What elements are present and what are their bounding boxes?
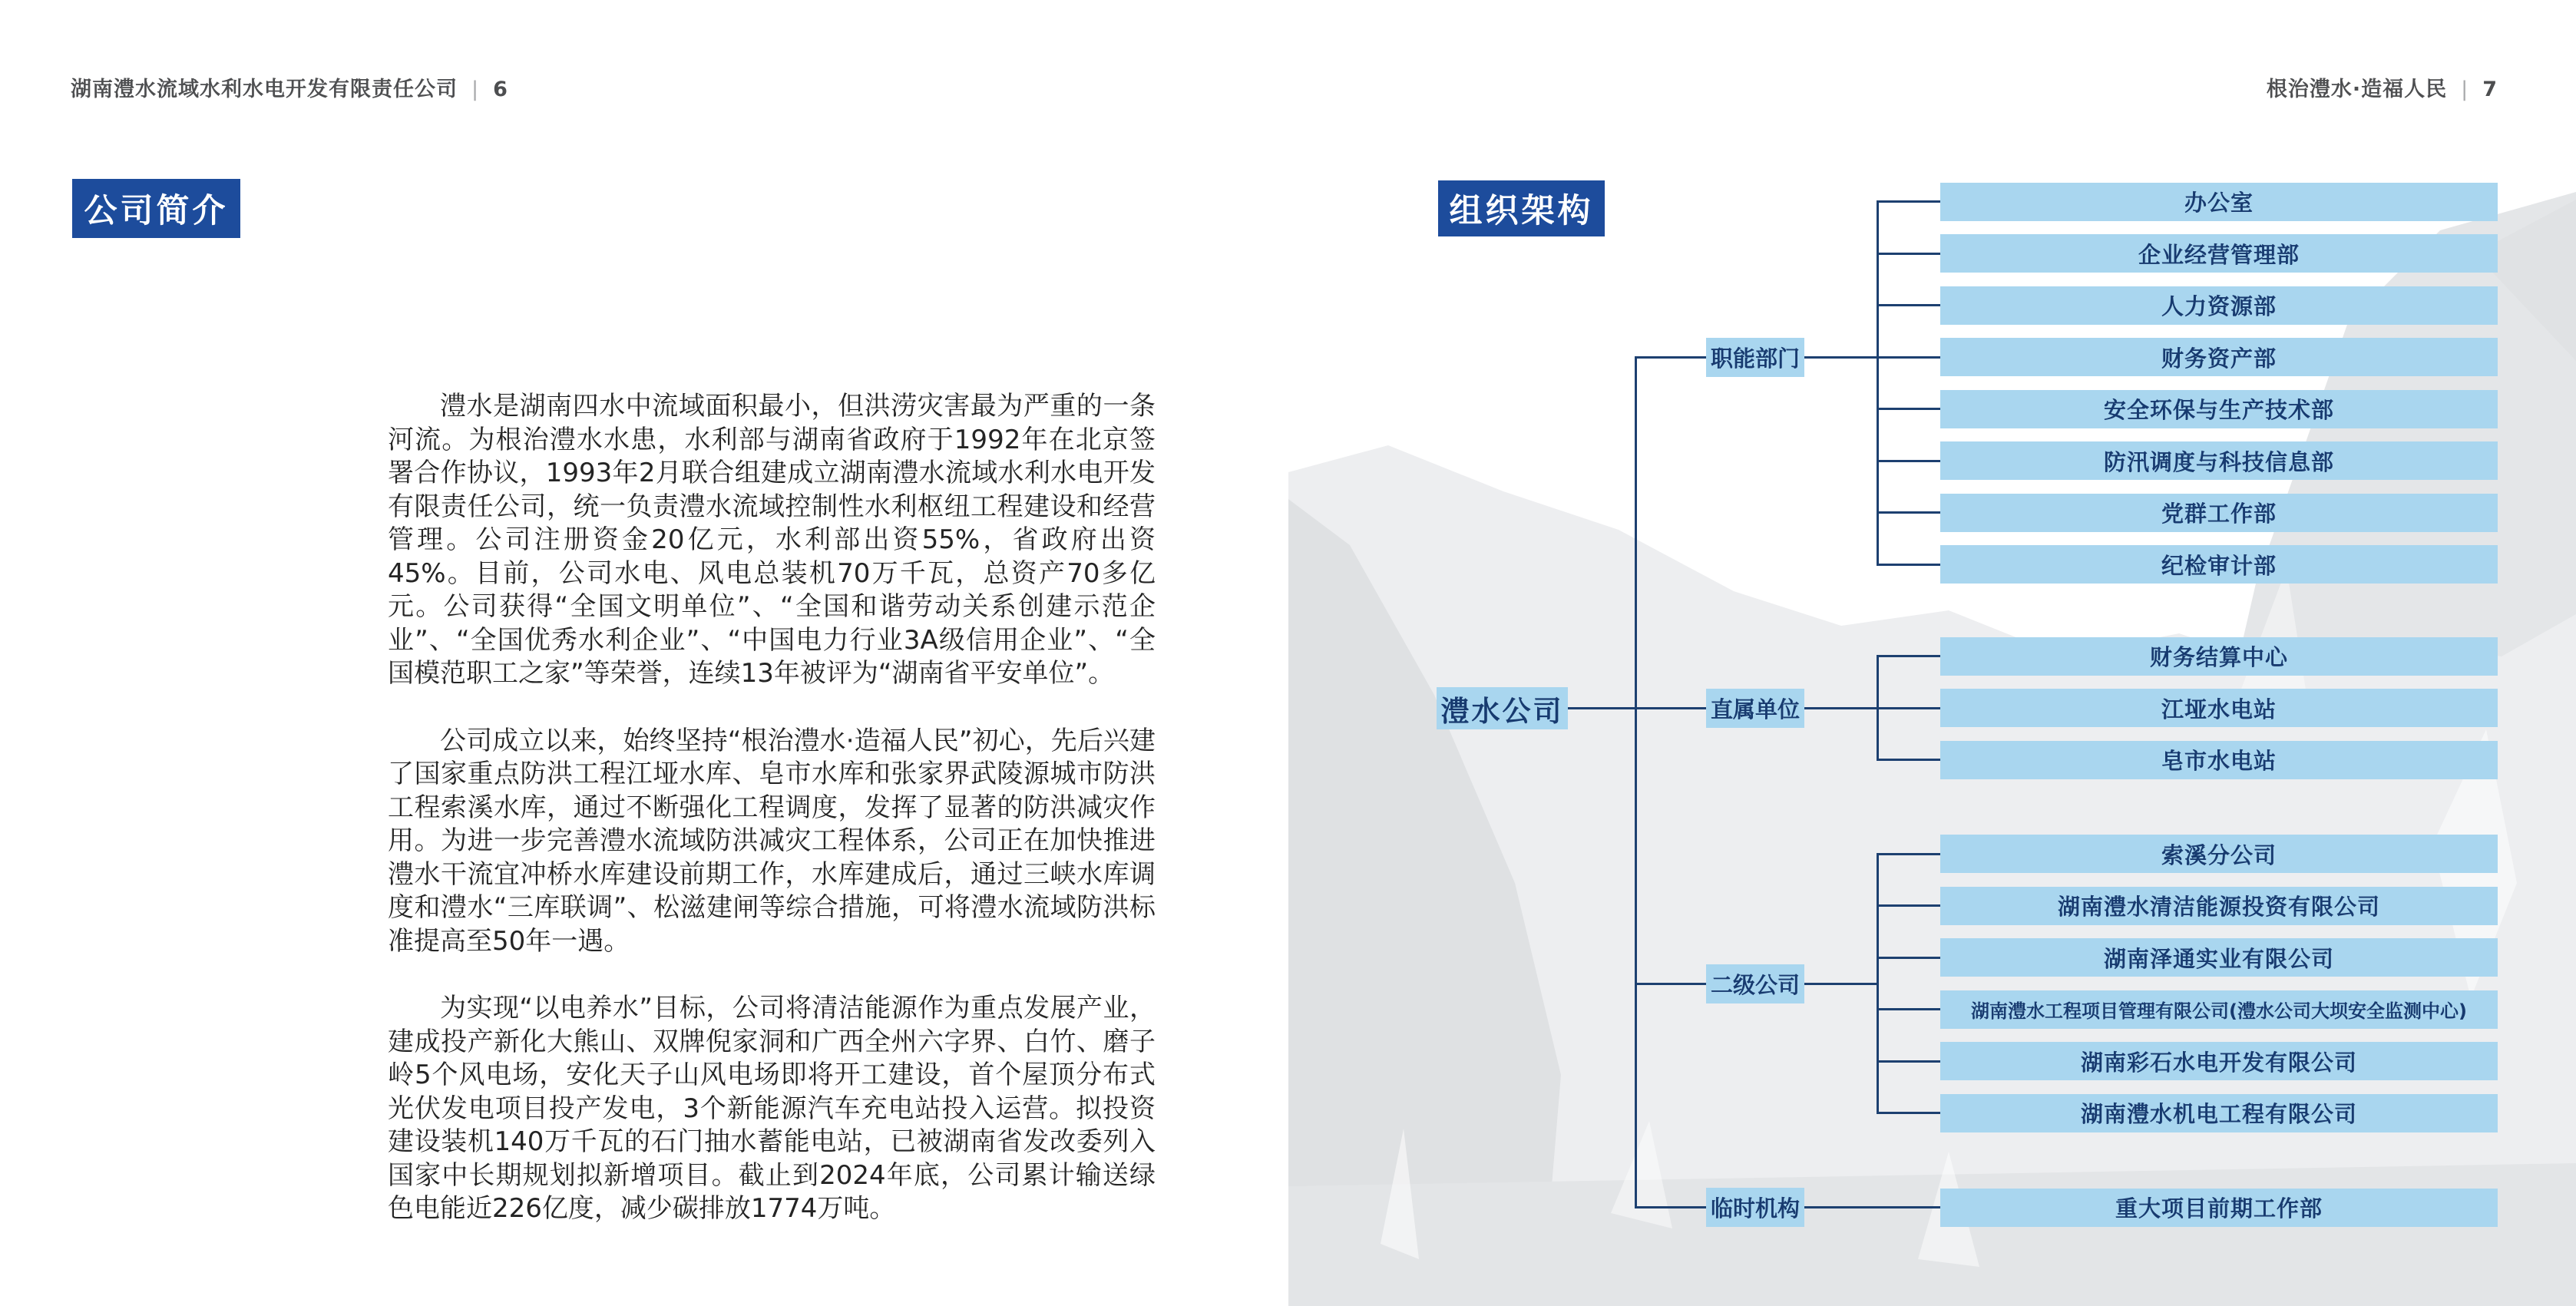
- connector-line: [1635, 1206, 1706, 1208]
- connector-line: [1877, 853, 1879, 1115]
- org-leaf-node: 安全环保与生产技术部: [1940, 390, 2498, 428]
- org-leaf-node: 湖南泽通实业有限公司: [1940, 938, 2498, 977]
- org-leaf-node: 湖南彩石水电开发有限公司: [1940, 1042, 2498, 1080]
- connector-line: [1804, 983, 1877, 985]
- org-leaf-node: 索溪分公司: [1940, 835, 2498, 873]
- connector-line: [1877, 759, 1940, 761]
- connector-line: [1804, 707, 1877, 709]
- connector-line: [1804, 356, 1877, 359]
- org-leaf-node: 财务资产部: [1940, 338, 2498, 376]
- connector-line: [1877, 853, 1940, 855]
- connector-line: [1877, 707, 1940, 709]
- connector-line: [1877, 200, 1940, 203]
- connector-line: [1877, 1060, 1940, 1063]
- org-leaf-node: 党群工作部: [1940, 494, 2498, 532]
- header-separator: |: [2461, 78, 2469, 101]
- company-profile-text: [388, 390, 1156, 1260]
- org-leaf-node: 财务结算中心: [1940, 637, 2498, 676]
- connector-line: [1635, 356, 1637, 1209]
- connector-line: [1877, 655, 1940, 657]
- org-branch-node: 直属单位: [1706, 689, 1804, 728]
- org-leaf-node: 重大项目前期工作部: [1940, 1189, 2498, 1227]
- connector-line: [1877, 253, 1940, 255]
- connector-line: [1877, 304, 1940, 306]
- connector-line: [1877, 511, 1940, 514]
- org-root-node: 澧水公司: [1437, 687, 1568, 729]
- connector-line: [1877, 904, 1940, 907]
- page-header-right: [2267, 72, 2498, 102]
- connector-line: [1804, 1206, 1940, 1208]
- header-separator: |: [471, 78, 480, 101]
- connector-line: [1635, 707, 1706, 709]
- company-name: 湖南澧水流域水利水电开发有限责任公司: [71, 78, 458, 101]
- connector-line: [1877, 564, 1940, 566]
- org-leaf-node: 江垭水电站: [1940, 689, 2498, 727]
- org-branch-node: 职能部门: [1706, 338, 1804, 377]
- slogan: 根治澧水·造福人民: [2266, 78, 2448, 101]
- org-leaf-node: 湖南澧水机电工程有限公司: [1940, 1094, 2498, 1132]
- page-number-left: 6: [493, 78, 508, 101]
- paragraph-2: 公司成立以来，始终坚持“根治澧水·造福人民”初心，先后兴建了国家重点防洪工程江垭水库、皂市水库和张家界武陵源城市防洪工程索溪水库，通过不断强化工程调度，发挥了显著的防洪减灾作用。为进一步完善澧水流域防洪减灾工程体系，公司正在加快推进澧水干流宜冲桥水库建设前期工作，水库建成后，通过三峡水库调度和澧水“三库联调”、松滋建闸等综合措施，可将澧水流域防洪标准提高至50年一遇。: [388, 725, 1156, 957]
- org-leaf-node: 湖南澧水工程项目管理有限公司(澧水公司大坝安全监测中心): [1940, 990, 2498, 1029]
- connector-line: [1877, 460, 1940, 462]
- org-leaf-node: 湖南澧水清洁能源投资有限公司: [1940, 887, 2498, 925]
- connector-line: [1877, 957, 1940, 959]
- page-header-left: [71, 72, 508, 102]
- section-title-org-structure: 组织架构: [1438, 180, 1605, 236]
- section-title-company-profile: 公司简介: [72, 179, 240, 238]
- org-branch-node: 临时机构: [1706, 1188, 1804, 1227]
- org-leaf-node: 办公室: [1940, 183, 2498, 221]
- connector-line: [1877, 408, 1940, 410]
- org-leaf-node: 防汛调度与科技信息部: [1940, 441, 2498, 480]
- org-leaf-node: 人力资源部: [1940, 286, 2498, 325]
- org-leaf-node: 皂市水电站: [1940, 741, 2498, 779]
- org-leaf-node: 纪检审计部: [1940, 545, 2498, 584]
- page-number-right: 7: [2482, 78, 2498, 101]
- paragraph-1: 澧水是湖南四水中流域面积最小，但洪涝灾害最为严重的一条河流。为根治澧水水患，水利部与湖南省政府于1992年在北京签署合作协议，1993年2月联合组建成立湖南澧水流域水利水电开发有限责任公司，统一负责澧水流域控制性水利枢纽工程建设和经营管理。公司注册资金20亿元，水利部出资55%，省政府出资45%。目前，公司水电、风电总装机70万千瓦，总资产70多亿元。公司获得“全国文明单位”、“全国和谐劳动关系创建示范企业”、“全国优秀水利企业”、“中国电力行业3A级信用企业”、“全国模范职工之家”等荣誉，连续13年被评为“湖南省平安单位”。: [388, 391, 1156, 689]
- connector-line: [1877, 1008, 1940, 1010]
- org-branch-node: 二级公司: [1706, 964, 1804, 1003]
- connector-line: [1635, 356, 1706, 359]
- org-leaf-node: 企业经营管理部: [1940, 234, 2498, 273]
- connector-line: [1877, 356, 1940, 359]
- connector-line: [1635, 983, 1706, 985]
- paragraph-3: 为实现“以电养水”目标，公司将清洁能源作为重点发展产业，建成投产新化大熊山、双牌倪家洞和广西全州六字界、白竹、磨子岭5个风电场，安化天子山风电场即将开工建设，首个屋顶分布式光伏发电项目投产发电，3个新能源汽车充电站投入运营。拟投资建设装机140万千瓦的石门抽水蓄能电站，已被湖南省发改委列入国家中长期规划拟新增项目。截止到2024年底，公司累计输送绿色电能近226亿度，减少碳排放1774万吨。: [388, 993, 1156, 1224]
- connector-line: [1877, 1112, 1940, 1114]
